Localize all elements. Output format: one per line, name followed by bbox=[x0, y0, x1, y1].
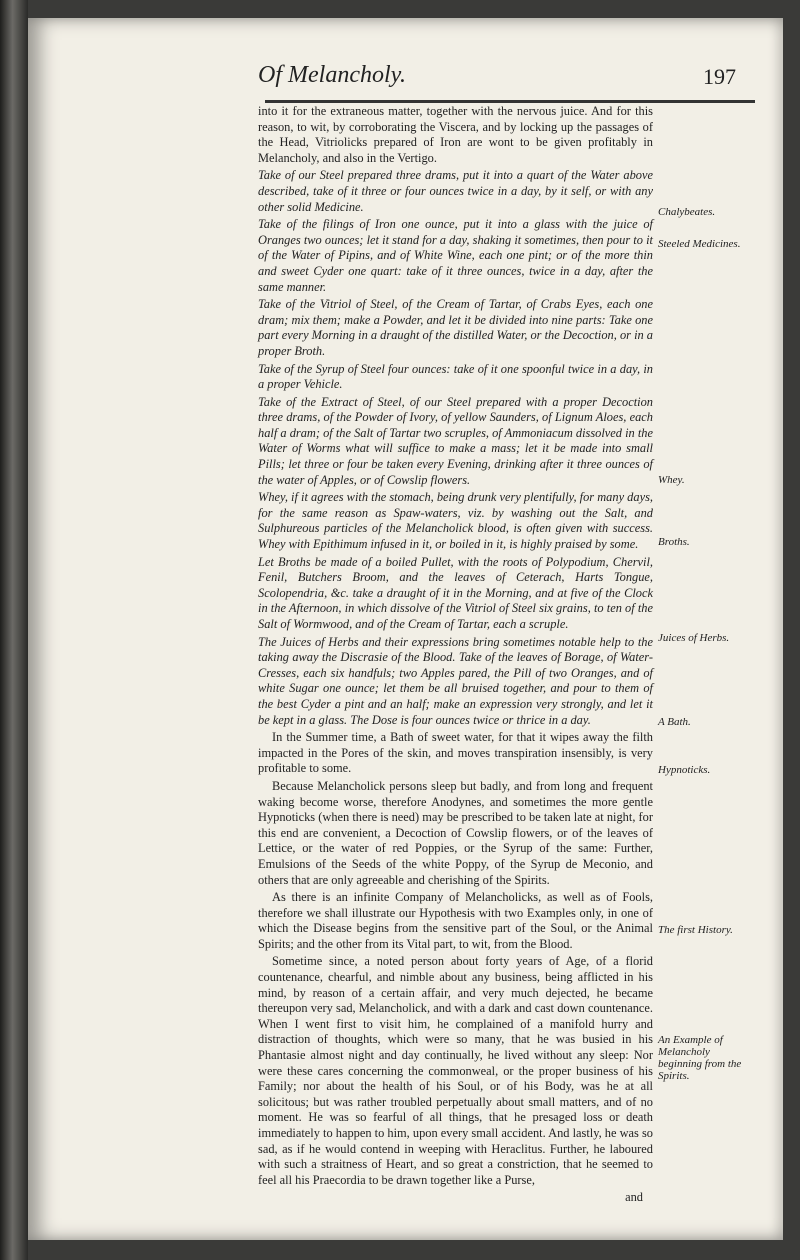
paragraph: Sometime since, a noted person about forty years of Age, of a florid countenance, chearful, and nimble about any business, being afflicted in his mind, by reason of a certain affair, and very much dejected, he became thereupon very sad, Melancholick, and with a dark and cast down countenance. When I went first to visit him, he complained of a manifold hurry and distraction of thoughts, which were so many, that he was busied in his Phantasie almost night and day continually, he lived without any sleep: Nor were these cares concerning the commonweal, or the proper business of his Family; nor about the health of his Soul, or of his Body, was he at all solicitous; but was rather troubled perpetually about small matters, and of no moment. He was so fearful of all things, that he presaged loss or death immediately to happen to him, upon every small accident. And lastly, he was so sad, as if he would contend in weeping with Heraclitus. Further, he laboured with such a straitness of Heart, and so great a constriction, that he seemed to feel all his Praecordia to be drawn together like a Purse, bbox=[258, 954, 653, 1187]
paragraph: In the Summer time, a Bath of sweet water, for that it wipes away the filth impacted in the Pores of the skin, and moves transpiration insensibly, is very profitable to some. bbox=[258, 730, 653, 776]
paragraph: Take of the filings of Iron one ounce, put it into a glass with the juice of Oranges two ounces; let it stand for a day, shaking it sometimes, then pour to it of the Water of Pipins, and of White Wine, each one pint; or of the more thin and sweet Cyder one quart: take of it three ounces, twice in a day, after the same manner. bbox=[258, 217, 653, 294]
paragraph: The Juices of Herbs and their expressions bring sometimes notable help to the taking away the Discrasie of the Blood. Take of the leaves of Borage, of Water-Cresses, each six handfuls; two Apples pared, the Pill of two Oranges, and of white Sugar one ounce; let them be all bruised together, and pour to them of the best Cyder a pint and an half; make an expression very strongly, and let it be kept in a glass. The Dose is four ounces twice or thrice in a day. bbox=[258, 634, 653, 727]
page-header bbox=[258, 62, 758, 102]
margin-note: Hypnoticks. bbox=[658, 764, 711, 776]
catchword: and bbox=[625, 1190, 643, 1205]
margin-note: Whey. bbox=[658, 474, 685, 486]
header-rule bbox=[265, 100, 755, 103]
body-text bbox=[258, 104, 653, 1208]
margin-note: Chalybeates. bbox=[658, 206, 716, 218]
running-title: Of Melancholy. bbox=[258, 62, 406, 88]
page-number: 197 bbox=[703, 64, 736, 89]
paragraph: Let Broths be made of a boiled Pullet, with the roots of Polypodium, Chervil, Fenil, Butchers Broom, and the leaves of Ceterach, Harts Tongue, Scolopendria, &c. take a draught of it in the Morning, and at five of the Clock in the Afternoon, in which dissolve of the Vitriol of Steel six grains, to ten of the Salt of Wormwood, and of the Cream of Tartar, each a scruple. bbox=[258, 554, 653, 631]
paragraph: Whey, if it agrees with the stomach, being drunk very plentifully, for many days, for the same reason as Spaw-waters, viz. by washing out the Salt, and Sulphureous particles of the Melancholick blood, is often given with success. Whey with Epithimum infused in it, or boiled in it, is highly praised by some. bbox=[258, 490, 653, 552]
margin-note: Broths. bbox=[658, 536, 690, 548]
paragraph: Because Melancholick persons sleep but badly, and from long and frequent waking become worse, therefore Anodynes, and sometimes the more gentle Hypnoticks (when there is need) may be prescribed to be taken late at night, for this end are convenient, a Decoction of Cowslip flowers, or of the leaves of Lettice, or the water of red Poppies, or the Syrup of the same: Further, Emulsions of the Seeds of the white Poppy, of the Syrup de Meconio, and others that are only agreeable and cherishing of the Spirits. bbox=[258, 778, 653, 887]
book-spine bbox=[0, 0, 28, 1260]
paragraph: Take of the Vitriol of Steel, of the Cream of Tartar, of Crabs Eyes, each one dram; mix them; make a Powder, and let it be divided into nine parts: Take one part every Morning in a draught of the distilled Water, or the Decoction, or in a proper Broth. bbox=[258, 297, 653, 358]
paragraph: Take of the Extract of Steel, of our Steel prepared with a proper Decoction three drams, of the Powder of Ivory, of yellow Saunders, of Lignum Aloes, each half a dram; of the Salt of Tartar two scruples, of Ammoniacum dissolved in the Water of Worms what will suffice to make a mass; let it be made into small Pills; let three or four be taken every Evening, drinking after it three ounces of the water of Apples, or of Cowslip flowers. bbox=[258, 394, 653, 487]
margin-note: An Example of Melancholy beginning from the Spirits. bbox=[658, 1034, 742, 1082]
paragraph: Take of our Steel prepared three drams, put it into a quart of the Water above described, take of it three or four ounces twice in a day, by it self, or with any other solid Medicine. bbox=[258, 168, 653, 214]
paragraph: Take of the Syrup of Steel four ounces: take of it one spoonful twice in a day, in a proper Vehicle. bbox=[258, 361, 653, 392]
paragraph: into it for the extraneous matter, together with the nervous juice. And for this reason, to wit, by corroborating the Viscera, and by locking up the passages of the Head, Vitriolicks prepared of Iron are wont to be given profitably in Melancholy, and also in the Vertigo. bbox=[258, 104, 653, 165]
margin-note: A Bath. bbox=[658, 716, 691, 728]
margin-note: Juices of Herbs. bbox=[658, 632, 730, 644]
margin-note: Steeled Medicines. bbox=[658, 238, 741, 250]
margin-note: The first History. bbox=[658, 924, 733, 936]
paragraph: As there is an infinite Company of Melancholicks, as well as of Fools, therefore we shall illustrate our Hypothesis with two Examples only, in one of which the Disease begins from the sensitive part of the Soul, or the Animal Spirits; and the other from its Vital part, to wit, from the Blood. bbox=[258, 890, 653, 951]
